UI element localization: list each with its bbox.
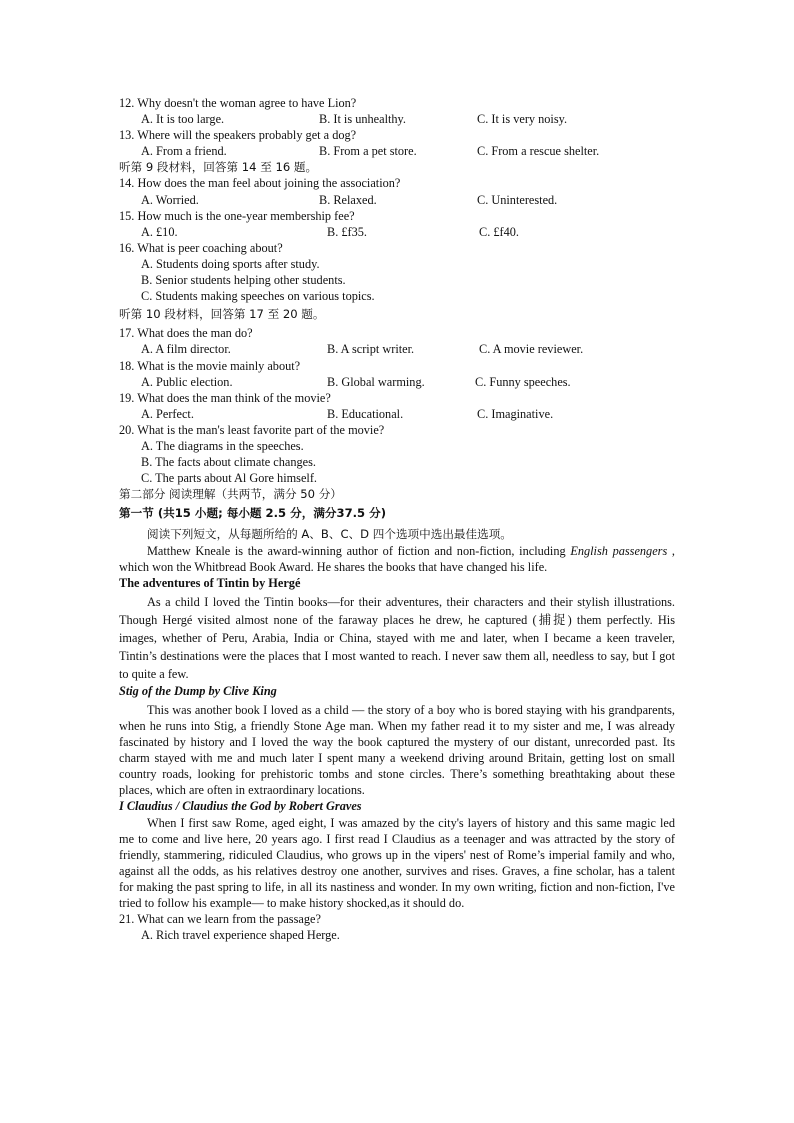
part-two-title: 第二部分 阅读理解（共两节，满分 50 分） [119, 487, 342, 502]
option-c: C. From a rescue shelter. [477, 144, 600, 159]
option-c: C. Imaginative. [477, 406, 554, 421]
option-c: C. Funny speeches. [475, 374, 571, 389]
reading-instruction: 阅读下列短文，从每题所给的 A、B、C、D 四个选项中选出最佳选项。 [147, 527, 512, 542]
question-15-options [119, 224, 675, 240]
question-18: 18. What is the movie mainly about? [119, 358, 301, 373]
option-c: C. The parts about Al Gore himself. [141, 471, 317, 486]
intro-book-title: English passengers [570, 543, 668, 558]
book-1-paragraph: As a child I loved the Tintin books—for their adventures, their characters and their stylish illustrations. Though Hergé visited almost none of the faraway places he drew, he captured (捕捉) them perfectly. His images, whether of Peru, Arabia, India or China, stayed with me and later, when I became a keen traveler, Tintin’s destinations were the places that I most wanted to reach. I never saw them all, needless to say, but I got to quite a few. [119, 594, 675, 681]
option-c: C. It is very noisy. [477, 112, 568, 127]
book-3-paragraph: When I first saw Rome, aged eight, I was amazed by the city's layers of history and this same magic led me to come and live here, 20 years ago. I first read I Claudius as a teenager and was attracted by the story of friendly, stammering, ridiculed Claudius, who grows up in the vipers' nest of Rome’s imperial family and who, against all the odds, as his relatives destroy one another, survives and rises. Graves, a fine scholar, has a talent for making the past spring to life, in all its nastiness and wonder. In my own writing, fiction and non-fiction, I've tried to follow his example— to make history shocked,as it should do. [119, 815, 675, 911]
option-b: B. Educational. [327, 406, 404, 421]
question-15: 15. How much is the one-year membership fee? [119, 208, 355, 223]
option-b: B. Relaxed. [319, 192, 377, 207]
question-14: 14. How does the man feel about joining the association? [119, 176, 401, 191]
intro-text-end: , which won the Whitbread Book Award. He shares the books that have changed his life. [119, 543, 675, 574]
book-1-title: The adventures of Tintin by Hergé [119, 575, 301, 590]
option-a: A. Rich travel experience shaped Herge. [141, 928, 340, 943]
option-b: B. It is unhealthy. [319, 112, 406, 127]
option-a: A. Students doing sports after study. [141, 256, 320, 271]
option-c: C. A movie reviewer. [479, 342, 584, 357]
option-c: C. Students making speeches on various topics. [141, 289, 375, 304]
question-21: 21. What can we learn from the passage? [119, 912, 321, 927]
intro-text: Matthew Kneale is the award-winning author of fiction and non-fiction, including [147, 543, 571, 558]
option-a: A. Perfect. [141, 406, 194, 421]
book-2-paragraph: This was another book I loved as a child — the story of a boy who is bored staying with his grandparents, when he runs into Stig, a friendly Stone Age man. When my father read it to my sister and me, I was already fascinated by history and I loved the way the book captured the mystery of our distant, unrecorded past. Its charm stayed with me and much later I spent many a weekend driving around Britain, getting lost on small country roads, looking for prehistoric tombs and stone circles. There’s something breathtaking about these places, which are often in extraordinary locations. [119, 702, 675, 798]
option-b: B. A script writer. [327, 342, 415, 357]
option-a: A. It is too large. [141, 112, 225, 127]
question-20: 20. What is the man's least favorite part of the movie? [119, 422, 385, 437]
question-12-options [119, 111, 675, 127]
option-b: B. Senior students helping other students. [141, 273, 346, 288]
section-10-instruction: 听第 10 段材料，回答第 17 至 20 题。 [119, 307, 325, 322]
option-a: A. Public election. [141, 374, 233, 389]
option-a: A. A film director. [141, 342, 231, 357]
intro-paragraph [119, 543, 675, 575]
option-a: A. £10. [141, 224, 178, 239]
question-19-options [119, 406, 675, 422]
option-b: B. Global warming. [327, 374, 425, 389]
option-c: C. £f40. [479, 224, 519, 239]
option-b: B. From a pet store. [319, 144, 417, 159]
option-b: B. £f35. [327, 224, 367, 239]
question-17: 17. What does the man do? [119, 326, 253, 341]
question-16: 16. What is peer coaching about? [119, 240, 283, 255]
question-17-options [119, 341, 675, 357]
question-14-options [119, 192, 675, 208]
option-a: A. Worried. [141, 192, 199, 207]
option-b: B. The facts about climate changes. [141, 455, 316, 470]
question-13: 13. Where will the speakers probably get a dog? [119, 128, 357, 143]
question-13-options [119, 143, 675, 159]
question-19: 19. What does the man think of the movie? [119, 390, 331, 405]
option-c: C. Uninterested. [477, 192, 558, 207]
section-9-instruction: 听第 9 段材料，回答第 14 至 16 题。 [119, 160, 318, 175]
option-a: A. The diagrams in the speeches. [141, 438, 304, 453]
exam-page [119, 95, 675, 943]
book-2-title: Stig of the Dump by Clive King [119, 683, 277, 698]
question-18-options [119, 374, 675, 390]
book-3-title: I Claudius / Claudius the God by Robert Graves [119, 799, 362, 814]
question-12: 12. Why doesn't the woman agree to have Lion? [119, 96, 357, 110]
option-a: A. From a friend. [141, 144, 227, 159]
section-one-title: 第一节 (共15 小题; 每小题 2.5 分，满分37.5 分) [119, 506, 387, 521]
